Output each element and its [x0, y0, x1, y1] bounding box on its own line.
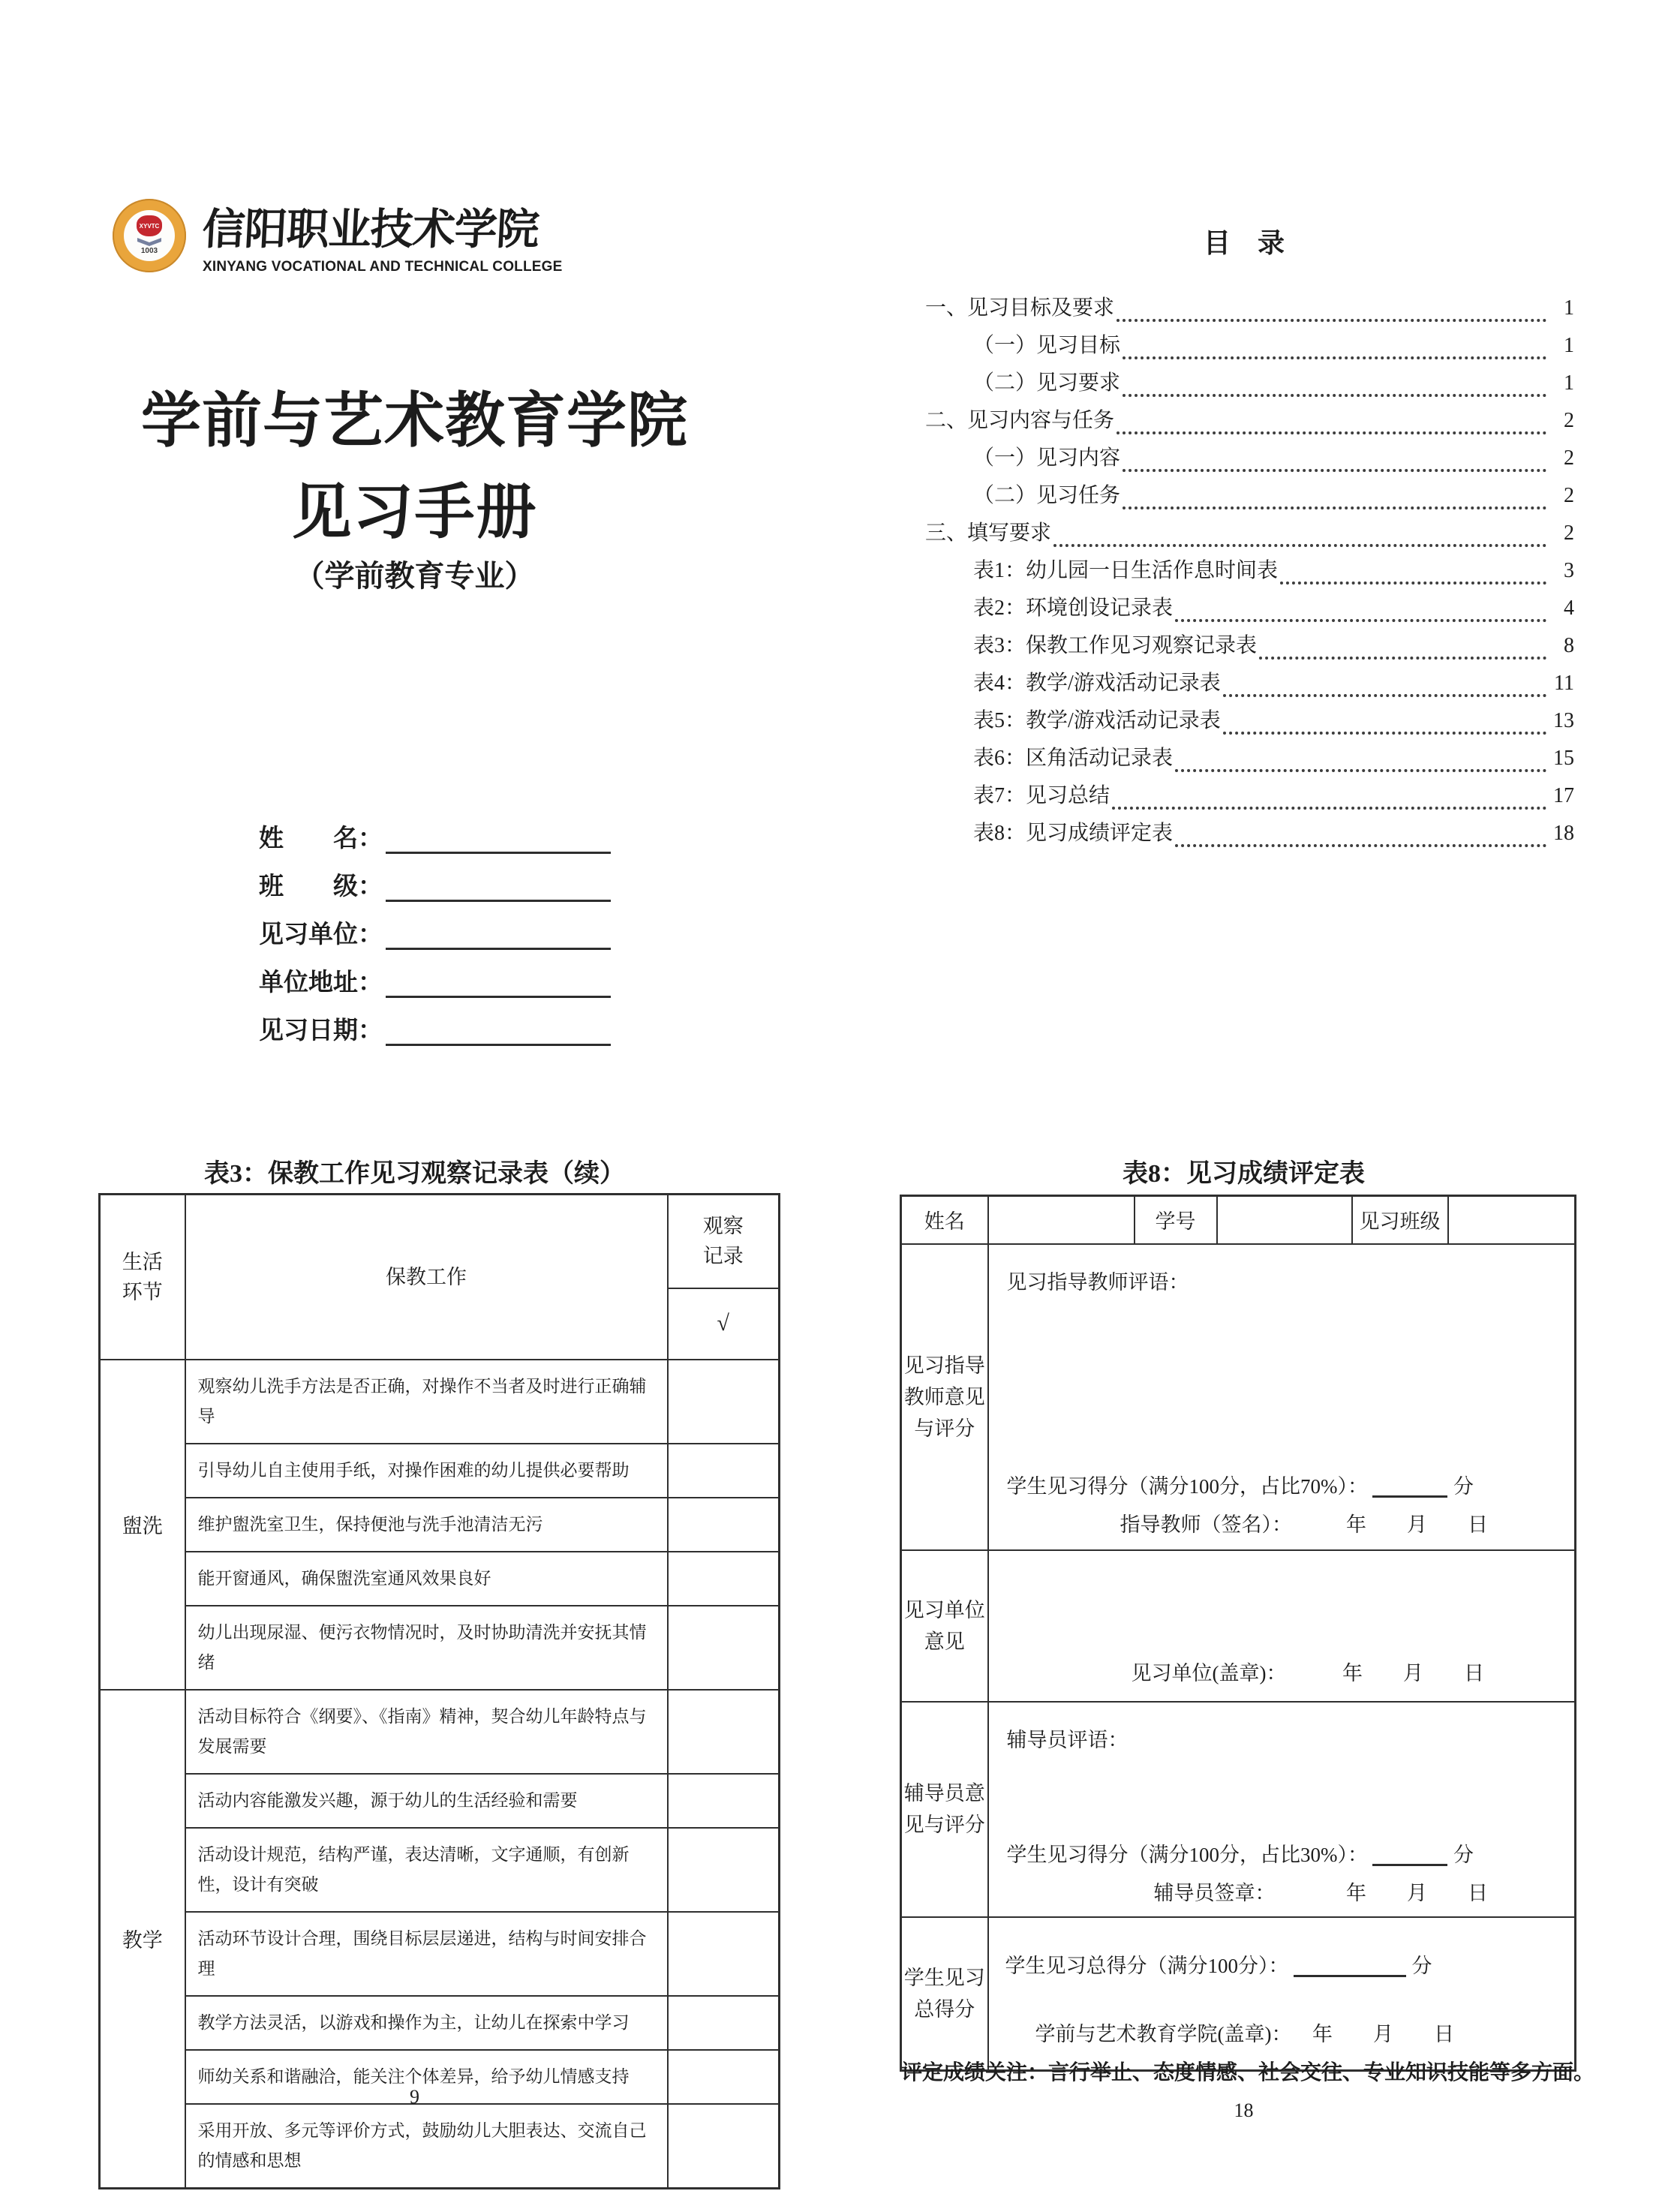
- toc-leader-dots: [1175, 619, 1546, 622]
- field-label: 班 级：: [259, 873, 383, 900]
- section-content-wrap: [989, 1551, 1575, 1701]
- badge-inner: [124, 210, 175, 261]
- section-label: 辅导员意 见与评分: [901, 1702, 988, 1917]
- toc-item: [925, 666, 1574, 704]
- field-label: 见习单位：: [259, 921, 383, 948]
- page-number-9: 9: [410, 2086, 419, 2108]
- toc-page-number: 11: [1554, 672, 1574, 695]
- table8-section-row: [901, 1550, 1576, 1702]
- spacer: [989, 1551, 1575, 1657]
- signature-line: [1120, 1508, 1489, 1537]
- score-line: [1007, 1838, 1575, 1868]
- col-header-life-line1: 生活: [122, 1250, 163, 1273]
- toc-page-number: 18: [1553, 822, 1574, 845]
- care-work-item: 师幼关系和谐融洽，能关注个体差异，给予幼儿情感支持: [185, 2050, 668, 2104]
- table8: [900, 1195, 1576, 2072]
- table3-row: [100, 1360, 780, 1444]
- toc-page-number: 2: [1564, 446, 1574, 470]
- date-year-month-day: 年 月 日: [1346, 1881, 1488, 1904]
- badge-abbr: XYVTC: [139, 222, 160, 230]
- toc-item-text: 表8：见习成绩评定表: [973, 822, 1174, 845]
- cover-fields: [259, 806, 611, 1046]
- care-work-item: 活动环节设计合理，围绕目标层层递进，结构与时间安排合理: [185, 1912, 668, 1996]
- col-header-observe-line2: 记录: [702, 1245, 744, 1268]
- table3-header-row1: [100, 1195, 780, 1288]
- care-work-item: 观察幼儿洗手方法是否正确，对操作不当者及时进行正确辅导: [185, 1360, 668, 1444]
- observation-record-cell: [668, 1690, 780, 1774]
- cover-field-row: [259, 950, 611, 998]
- toc-page-number: 2: [1564, 409, 1574, 432]
- section-label: 见习指导 教师意见 与评分: [901, 1244, 988, 1550]
- toc-item-text: （二）见习要求: [973, 371, 1121, 395]
- toc-list: [925, 291, 1574, 854]
- col-header-life-stage: [100, 1195, 185, 1360]
- college-name-en: XINYANG VOCATIONAL AND TECHNICAL COLLEGE: [203, 259, 563, 275]
- section-content-wrap: [989, 1918, 1575, 2069]
- toc-item-text: （一）见习内容: [973, 446, 1121, 470]
- observation-record-cell: [668, 1774, 780, 1828]
- observation-record-cell: [668, 1360, 780, 1444]
- table3-row: [100, 1690, 780, 1774]
- toc-leader-dots: [1123, 469, 1546, 472]
- table3-row: [100, 1774, 780, 1828]
- care-work-item: 幼儿出现尿湿、便污衣物情况时，及时协助清洗并安抚其情绪: [185, 1606, 668, 1690]
- col-header-life-line2: 环节: [122, 1280, 163, 1303]
- toc-item: [925, 816, 1574, 854]
- toc-page-number: 13: [1553, 709, 1574, 732]
- toc-page-number: 3: [1564, 559, 1574, 582]
- toc-page-number: 1: [1564, 296, 1574, 320]
- toc-page-number: 8: [1564, 634, 1574, 657]
- college-name-cn: 信阳职业技术学院: [201, 206, 540, 254]
- observation-record-cell: [668, 1828, 780, 1912]
- cover-field-row: [259, 998, 611, 1046]
- toc-item-text: 表5：教学/游戏活动记录表: [973, 709, 1221, 732]
- grading-note: 评定成绩关注：言行举止、态度情感、社会交往、专业知识技能等多方面。: [901, 2061, 1595, 2084]
- blank-write-line: [386, 967, 611, 998]
- care-work-item: 引导幼儿自主使用手纸，对操作困难的幼儿提供必要帮助: [185, 1444, 668, 1498]
- toc-page-number: 2: [1564, 521, 1574, 545]
- field-label: 姓 名：: [259, 825, 383, 852]
- toc-leader-dots: [1175, 844, 1546, 847]
- table3-row: [100, 1996, 780, 2050]
- spacer: [989, 1753, 1575, 1838]
- section-content: [988, 1702, 1576, 1917]
- section-content: [988, 1244, 1576, 1550]
- observation-record-cell: [668, 1912, 780, 1996]
- toc-item-text: （一）见习目标: [973, 334, 1121, 357]
- toc-leader-dots: [1123, 394, 1546, 397]
- toc-leader-dots: [1117, 431, 1546, 434]
- date-year-month-day: 年 月 日: [1342, 1661, 1484, 1685]
- col-header-care-work: 保教工作: [185, 1195, 668, 1360]
- comment-label: 辅导员评语：: [1006, 1728, 1129, 1751]
- header-name-value-cell: [988, 1196, 1135, 1244]
- toc-leader-dots: [1175, 769, 1546, 772]
- check-mark-header: √: [668, 1288, 780, 1360]
- toc-leader-dots: [1112, 807, 1546, 810]
- table8-section-row: [901, 1244, 1576, 1550]
- signature-label: 学前与艺术教育学院(盖章)：: [1035, 2022, 1292, 2045]
- toc-leader-dots: [1123, 356, 1546, 359]
- toc-page-number: 4: [1564, 597, 1574, 620]
- blank-write-line: [386, 1015, 611, 1046]
- table3-row: [100, 1828, 780, 1912]
- section-content-wrap: [989, 1245, 1575, 1549]
- blank-write-line: [386, 823, 611, 854]
- score-blank-line: [1372, 1473, 1447, 1498]
- badge-chevron-icon: [137, 238, 161, 246]
- toc-leader-dots: [1259, 657, 1546, 660]
- page-table8: [829, 1106, 1658, 2212]
- observation-record-cell: [668, 1444, 780, 1498]
- score-line: [1007, 1470, 1575, 1499]
- observation-record-cell: [668, 1996, 780, 2050]
- observation-record-cell: [668, 1498, 780, 1552]
- toc-item: [925, 516, 1574, 554]
- badge-emblem-icon: [137, 215, 162, 236]
- blank-write-line: [386, 919, 611, 950]
- table3-row: [100, 1498, 780, 1552]
- toc-item-text: 三、填写要求: [925, 521, 1052, 545]
- toc-title: 目 录: [1203, 228, 1285, 258]
- score-blank-line: [1372, 1841, 1447, 1866]
- total-score-text: 学生见习总得分（满分100分）：: [1005, 1954, 1289, 1977]
- toc-item: [925, 441, 1574, 479]
- score-unit: 分: [1411, 1954, 1432, 1977]
- toc-item-text: 表4：教学/游戏活动记录表: [973, 672, 1221, 695]
- care-work-item: 活动设计规范，结构严谨，表达清晰，文字通顺，有创新性，设计有突破: [185, 1828, 668, 1912]
- score-blank-line: [1294, 1952, 1406, 1977]
- col-header-observation: [668, 1195, 780, 1288]
- toc-item: [925, 404, 1574, 441]
- blank-write-line: [386, 871, 611, 902]
- date-year-month-day: 年 月 日: [1346, 1513, 1488, 1536]
- header-name-label: 姓名: [901, 1196, 988, 1244]
- page-table3: [0, 1106, 829, 2212]
- comment-label: 见习指导教师评语：: [1006, 1270, 1189, 1294]
- date-year-month-day: 年 月 日: [1312, 2022, 1454, 2045]
- toc-item-text: 表1：幼儿园一日生活作息时间表: [973, 559, 1279, 582]
- field-label: 见习日期：: [259, 1017, 383, 1044]
- spacer: [989, 1295, 1575, 1470]
- toc-item: [925, 591, 1574, 629]
- page-cover: [0, 0, 829, 1106]
- signature-label: 辅导员签章：: [1153, 1881, 1276, 1904]
- college-badge-icon: [113, 199, 186, 272]
- cover-title-line1: 学前与艺术教育学院: [141, 389, 688, 455]
- cover-title-line2: 见习手册: [291, 480, 538, 546]
- toc-item: [925, 629, 1574, 666]
- college-name-block: [203, 195, 563, 275]
- signature-line: [1154, 1877, 1489, 1906]
- toc-item-text: （二）见习任务: [973, 484, 1121, 507]
- toc-leader-dots: [1053, 544, 1546, 547]
- care-work-item: 教学方法灵活，以游戏和操作为主，让幼儿在探索中学习: [185, 1996, 668, 2050]
- toc-item-text: 表7：见习总结: [973, 784, 1111, 807]
- col-header-observe-line1: 观察: [702, 1215, 744, 1238]
- life-stage-label: 盥洗: [100, 1360, 185, 1690]
- signature-label: 见习单位(盖章)：: [1131, 1661, 1287, 1685]
- header-class-value-cell: [1448, 1196, 1576, 1244]
- toc-leader-dots: [1223, 694, 1546, 697]
- table3-row: [100, 1552, 780, 1606]
- toc-page-number: 1: [1564, 371, 1574, 395]
- section-content: [988, 1550, 1576, 1702]
- care-work-item: 采用开放、多元等评价方式，鼓励幼儿大胆表达、交流自己的情感和思想: [185, 2104, 668, 2189]
- section-label: 见习单位 意见: [901, 1550, 988, 1702]
- toc-leader-dots: [1223, 732, 1546, 735]
- care-work-item: 维护盥洗室卫生，保持便池与洗手池清洁无污: [185, 1498, 668, 1552]
- signature-line: [1035, 2018, 1455, 2047]
- toc-page-number: 1: [1564, 334, 1574, 357]
- toc-item: [925, 741, 1574, 779]
- section-content: [988, 1917, 1576, 2071]
- table8-section-row: [901, 1702, 1576, 1917]
- table3-title: 表3：保教工作见习观察记录表（续）: [204, 1160, 625, 1188]
- signature-line: [1132, 1657, 1485, 1686]
- table3-row: [100, 1912, 780, 1996]
- cover-field-row: [259, 854, 611, 902]
- table3-row: [100, 1606, 780, 1690]
- care-work-item: 活动目标符合《纲要》、《指南》精神，契合幼儿年龄特点与发展需要: [185, 1690, 668, 1774]
- toc-leader-dots: [1123, 506, 1546, 509]
- toc-page-number: 17: [1553, 784, 1574, 807]
- cover-field-row: [259, 902, 611, 950]
- toc-item: [925, 779, 1574, 816]
- table8-title: 表8：见习成绩评定表: [1123, 1160, 1365, 1188]
- table3: [98, 1193, 780, 2189]
- toc-item: [925, 479, 1574, 516]
- toc-item: [925, 554, 1574, 591]
- observation-record-cell: [668, 2104, 780, 2189]
- toc-item-text: 表6：区角活动记录表: [973, 747, 1174, 770]
- header-class-label: 见习班级: [1352, 1196, 1448, 1244]
- page-number-18: 18: [1234, 2099, 1254, 2121]
- score-unit: 分: [1453, 1474, 1474, 1498]
- toc-item-text: 一、见习目标及要求: [925, 296, 1115, 320]
- section-label: 学生见习 总得分: [901, 1917, 988, 2071]
- toc-leader-dots: [1117, 319, 1546, 322]
- signature-label: 指导教师（签名）：: [1120, 1513, 1292, 1536]
- score-text: 学生见习得分（满分100分，占比70%）：: [1006, 1474, 1368, 1498]
- care-work-item: 活动内容能激发兴趣，源于幼儿的生活经验和需要: [185, 1774, 668, 1828]
- table8-section-row: [901, 1917, 1576, 2071]
- total-score-line: [1005, 1949, 1575, 1979]
- college-logo: [113, 195, 563, 275]
- field-label: 单位地址：: [259, 969, 383, 996]
- observation-record-cell: [668, 1606, 780, 1690]
- toc-item-text: 二、见习内容与任务: [925, 409, 1115, 432]
- page-toc: [829, 0, 1658, 1106]
- observation-record-cell: [668, 1552, 780, 1606]
- cover-subtitle: （学前教育专业）: [294, 559, 535, 593]
- toc-leader-dots: [1280, 582, 1546, 585]
- table3-row: [100, 2104, 780, 2189]
- toc-item-text: 表2：环境创设记录表: [973, 597, 1174, 620]
- section-content-wrap: [989, 1703, 1575, 1916]
- life-stage-label: 教学: [100, 1690, 185, 2189]
- header-student-id-value-cell: [1217, 1196, 1352, 1244]
- spacer: [989, 1979, 1575, 2018]
- toc-item: [925, 366, 1574, 404]
- table3-row: [100, 1444, 780, 1498]
- badge-number: 1003: [140, 247, 158, 255]
- toc-item: [925, 704, 1574, 741]
- toc-item: [925, 291, 1574, 329]
- table8-header-row: [901, 1196, 1576, 1244]
- score-unit: 分: [1453, 1843, 1474, 1866]
- toc-page-number: 15: [1553, 747, 1574, 770]
- score-text: 学生见习得分（满分100分，占比30%）：: [1006, 1843, 1368, 1866]
- cover-field-row: [259, 806, 611, 854]
- toc-item: [925, 329, 1574, 366]
- toc-item-text: 表3：保教工作见习观察记录表: [973, 634, 1258, 657]
- care-work-item: 能开窗通风，确保盥洗室通风效果良好: [185, 1552, 668, 1606]
- toc-page-number: 2: [1564, 484, 1574, 507]
- header-student-id-label: 学号: [1135, 1196, 1217, 1244]
